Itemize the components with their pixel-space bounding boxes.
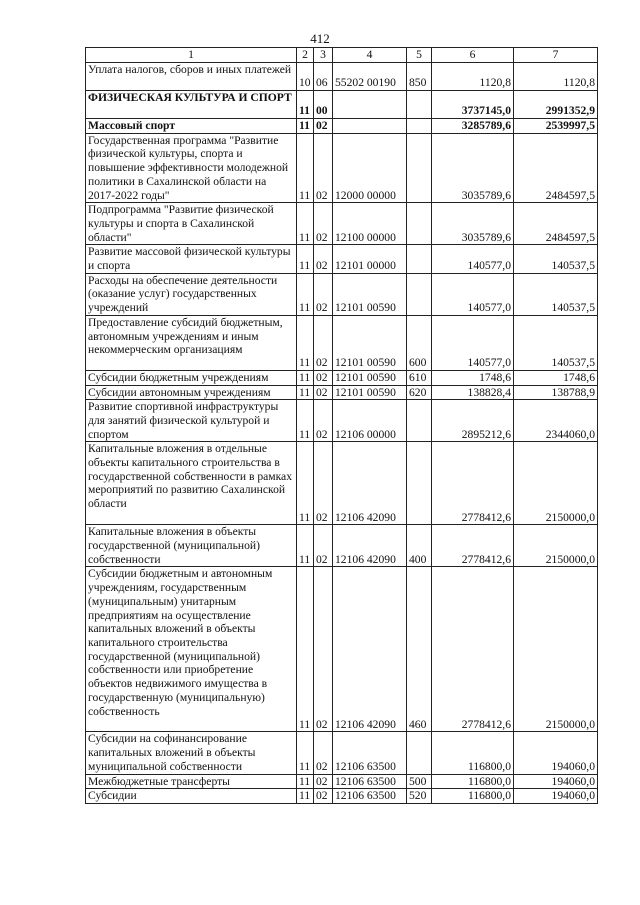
row-name: Межбюджетные трансферты bbox=[86, 774, 297, 789]
row-amount-col6: 3737145,0 bbox=[432, 91, 514, 119]
row-subsection: 06 bbox=[314, 63, 333, 91]
row-amount-col6: 1748,6 bbox=[432, 370, 514, 385]
row-subsection: 02 bbox=[314, 774, 333, 789]
row-expense-type bbox=[407, 133, 432, 203]
table-row bbox=[86, 732, 598, 774]
row-amount-col7: 194060,0 bbox=[514, 732, 598, 774]
row-amount-col6: 140577,0 bbox=[432, 245, 514, 273]
row-name: Предоставление субсидий бюджетным, автономным учреждениям и иным некоммерческим организациям bbox=[86, 315, 297, 370]
row-target-article: 12000 00000 bbox=[333, 133, 407, 203]
table-row bbox=[86, 370, 598, 385]
row-amount-col6: 140577,0 bbox=[432, 273, 514, 315]
row-amount-col7: 140537,5 bbox=[514, 273, 598, 315]
row-amount-col6: 116800,0 bbox=[432, 774, 514, 789]
row-target-article: 12106 63500 bbox=[333, 732, 407, 774]
row-expense-type bbox=[407, 732, 432, 774]
row-expense-type: 520 bbox=[407, 789, 432, 804]
row-amount-col7: 138788,9 bbox=[514, 385, 598, 400]
row-target-article bbox=[333, 91, 407, 119]
row-target-article bbox=[333, 119, 407, 134]
row-amount-col6: 2778412,6 bbox=[432, 525, 514, 567]
table-row bbox=[86, 385, 598, 400]
row-expense-type bbox=[407, 273, 432, 315]
row-subsection: 02 bbox=[314, 119, 333, 134]
row-name: Развитие массовой физической культуры и спорта bbox=[86, 245, 297, 273]
row-target-article: 12106 63500 bbox=[333, 774, 407, 789]
row-amount-col6: 3285789,6 bbox=[432, 119, 514, 134]
table-row bbox=[86, 400, 598, 442]
row-amount-col6: 1120,8 bbox=[432, 63, 514, 91]
row-target-article: 12106 00000 bbox=[333, 400, 407, 442]
row-section: 11 bbox=[297, 385, 314, 400]
row-section: 11 bbox=[297, 273, 314, 315]
row-expense-type bbox=[407, 91, 432, 119]
row-amount-col7: 2344060,0 bbox=[514, 400, 598, 442]
row-amount-col7: 2150000,0 bbox=[514, 567, 598, 732]
row-amount-col7: 194060,0 bbox=[514, 789, 598, 804]
row-subsection: 02 bbox=[314, 732, 333, 774]
row-section: 11 bbox=[297, 732, 314, 774]
row-subsection: 00 bbox=[314, 91, 333, 119]
table-row bbox=[86, 133, 598, 203]
row-amount-col7: 194060,0 bbox=[514, 774, 598, 789]
row-amount-col7: 2484597,5 bbox=[514, 133, 598, 203]
row-expense-type: 620 bbox=[407, 385, 432, 400]
table-row bbox=[86, 91, 598, 119]
table-row bbox=[86, 245, 598, 273]
row-target-article: 12106 42090 bbox=[333, 567, 407, 732]
table-row bbox=[86, 774, 598, 789]
table-row bbox=[86, 567, 598, 732]
row-subsection: 02 bbox=[314, 133, 333, 203]
row-subsection: 02 bbox=[314, 203, 333, 245]
table-row bbox=[86, 203, 598, 245]
row-target-article: 12101 00000 bbox=[333, 245, 407, 273]
row-target-article: 12106 42090 bbox=[333, 525, 407, 567]
row-expense-type bbox=[407, 400, 432, 442]
row-section: 11 bbox=[297, 789, 314, 804]
row-amount-col7: 2484597,5 bbox=[514, 203, 598, 245]
row-section: 11 bbox=[297, 315, 314, 370]
row-amount-col7: 1120,8 bbox=[514, 63, 598, 91]
row-target-article: 12106 42090 bbox=[333, 442, 407, 525]
row-section: 11 bbox=[297, 525, 314, 567]
budget-table bbox=[85, 47, 598, 804]
row-amount-col6: 2895212,6 bbox=[432, 400, 514, 442]
row-section: 11 bbox=[297, 400, 314, 442]
table-row bbox=[86, 119, 598, 134]
row-amount-col6: 3035789,6 bbox=[432, 203, 514, 245]
row-amount-col7: 140537,5 bbox=[514, 315, 598, 370]
row-subsection: 02 bbox=[314, 385, 333, 400]
row-subsection: 02 bbox=[314, 525, 333, 567]
row-subsection: 02 bbox=[314, 400, 333, 442]
row-name: Субсидии автономным учреждениям bbox=[86, 385, 297, 400]
row-section: 11 bbox=[297, 133, 314, 203]
row-amount-col7: 2150000,0 bbox=[514, 442, 598, 525]
row-expense-type: 850 bbox=[407, 63, 432, 91]
row-amount-col6: 2778412,6 bbox=[432, 567, 514, 732]
row-expense-type bbox=[407, 119, 432, 134]
row-name: Капитальные вложения в объекты государственной (муниципальной) собственности bbox=[86, 525, 297, 567]
row-amount-col6: 2778412,6 bbox=[432, 442, 514, 525]
table-row bbox=[86, 789, 598, 804]
row-name: Субсидии бюджетным учреждениям bbox=[86, 370, 297, 385]
row-name: Субсидии бюджетным и автономным учреждениям, государственным (муниципальным) унитарным предприятиям на осуществление капитальных вложений в объекты капитального строительства государственной (муниципальной) собственности или приобретение объектов недвижимого имущества в государственную (муниципальную) собственность bbox=[86, 567, 297, 732]
row-target-article: 12100 00000 bbox=[333, 203, 407, 245]
row-name: Субсидии bbox=[86, 789, 297, 804]
row-section: 11 bbox=[297, 91, 314, 119]
row-expense-type: 600 bbox=[407, 315, 432, 370]
row-section: 11 bbox=[297, 774, 314, 789]
row-name: Капитальные вложения в отдельные объекты капитального строительства в государственной собственности в рамках мероприятий по развитию Сахалинской области bbox=[86, 442, 297, 525]
row-amount-col7: 2150000,0 bbox=[514, 525, 598, 567]
row-name: ФИЗИЧЕСКАЯ КУЛЬТУРА И СПОРТ bbox=[86, 91, 297, 119]
row-amount-col6: 140577,0 bbox=[432, 315, 514, 370]
row-amount-col7: 2991352,9 bbox=[514, 91, 598, 119]
header-cell-7: 7 bbox=[514, 48, 598, 63]
row-section: 11 bbox=[297, 442, 314, 525]
row-section: 11 bbox=[297, 567, 314, 732]
row-amount-col6: 116800,0 bbox=[432, 732, 514, 774]
row-expense-type: 500 bbox=[407, 774, 432, 789]
header-row bbox=[86, 48, 598, 63]
row-name: Расходы на обеспечение деятельности (оказание услуг) государственных учреждений bbox=[86, 273, 297, 315]
row-expense-type: 460 bbox=[407, 567, 432, 732]
table-row bbox=[86, 442, 598, 525]
row-section: 11 bbox=[297, 245, 314, 273]
row-expense-type: 400 bbox=[407, 525, 432, 567]
row-expense-type bbox=[407, 245, 432, 273]
row-expense-type bbox=[407, 442, 432, 525]
page-number: 412 bbox=[310, 31, 330, 46]
row-amount-col7: 2539997,5 bbox=[514, 119, 598, 134]
row-target-article: 12101 00590 bbox=[333, 315, 407, 370]
row-name: Подпрограмма "Развитие физической культуры и спорта в Сахалинской области" bbox=[86, 203, 297, 245]
row-target-article: 55202 00190 bbox=[333, 63, 407, 91]
row-subsection: 02 bbox=[314, 245, 333, 273]
row-section: 11 bbox=[297, 370, 314, 385]
row-amount-col7: 1748,6 bbox=[514, 370, 598, 385]
table-row bbox=[86, 273, 598, 315]
row-amount-col6: 138828,4 bbox=[432, 385, 514, 400]
row-subsection: 02 bbox=[314, 442, 333, 525]
row-subsection: 02 bbox=[314, 370, 333, 385]
table-row bbox=[86, 525, 598, 567]
row-subsection: 02 bbox=[314, 789, 333, 804]
header-cell-1: 1 bbox=[86, 48, 297, 63]
row-amount-col7: 140537,5 bbox=[514, 245, 598, 273]
header-cell-5: 5 bbox=[407, 48, 432, 63]
table-row bbox=[86, 63, 598, 91]
table-row bbox=[86, 315, 598, 370]
row-name: Уплата налогов, сборов и иных платежей bbox=[86, 63, 297, 91]
row-target-article: 12101 00590 bbox=[333, 273, 407, 315]
row-section: 11 bbox=[297, 203, 314, 245]
row-name: Развитие спортивной инфраструктуры для занятий физической культурой и спортом bbox=[86, 400, 297, 442]
row-name: Массовый спорт bbox=[86, 119, 297, 134]
row-target-article: 12101 00590 bbox=[333, 385, 407, 400]
row-amount-col6: 3035789,6 bbox=[432, 133, 514, 203]
row-section: 11 bbox=[297, 119, 314, 134]
header-cell-3: 3 bbox=[314, 48, 333, 63]
row-expense-type: 610 bbox=[407, 370, 432, 385]
header-cell-6: 6 bbox=[432, 48, 514, 63]
header-cell-2: 2 bbox=[297, 48, 314, 63]
row-target-article: 12106 63500 bbox=[333, 789, 407, 804]
row-name: Субсидии на софинансирование капитальных вложений в объекты муниципальной собственности bbox=[86, 732, 297, 774]
row-target-article: 12101 00590 bbox=[333, 370, 407, 385]
header-cell-4: 4 bbox=[333, 48, 407, 63]
row-expense-type bbox=[407, 203, 432, 245]
row-amount-col6: 116800,0 bbox=[432, 789, 514, 804]
row-subsection: 02 bbox=[314, 273, 333, 315]
row-name: Государственная программа "Развитие физической культуры, спорта и повышение эффективности молодежной политики в Сахалинской области на 2017-2022 годы" bbox=[86, 133, 297, 203]
row-section: 10 bbox=[297, 63, 314, 91]
row-subsection: 02 bbox=[314, 315, 333, 370]
row-subsection: 02 bbox=[314, 567, 333, 732]
